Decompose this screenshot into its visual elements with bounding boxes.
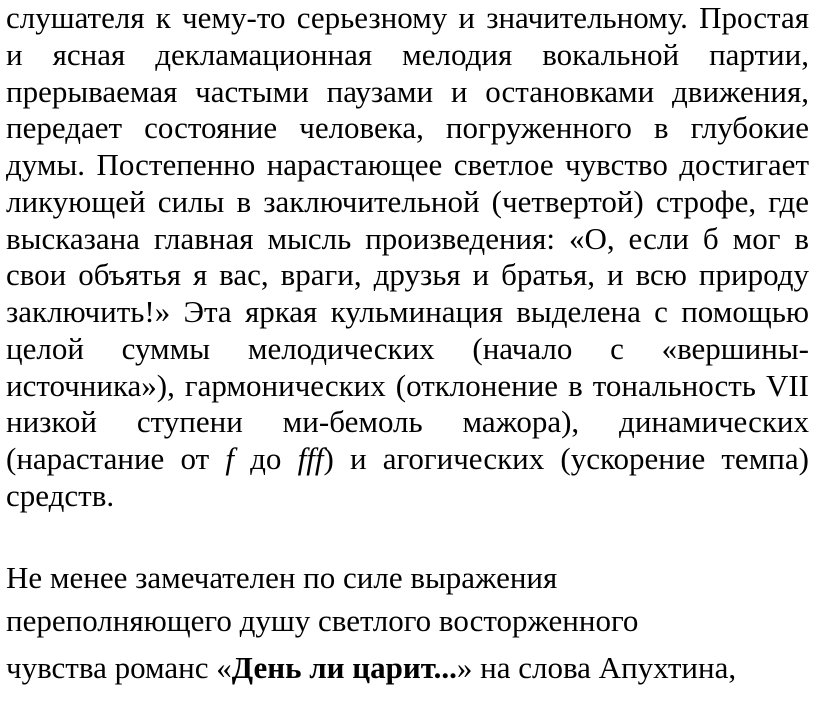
dynamic-marking-to: fff [297, 441, 324, 476]
main-paragraph-ending: ) и агогических (ускорение темпа) средств. [6, 441, 809, 513]
main-paragraph-text: слушателя к чему-то серьезному и значительному. Простая и ясная декламационная мелодия вокальной партии, прерываемая частыми паузами и остановками движения, передает состояние человека, погруженного в глубокие думы. Постепенно нарастающее светлое чувство достигает ликующей силы в заключительной (четвертой) строфе, где высказана главная мысль произведения: «О, если б мог в свои объятья я вас, враги, друзья и братья, и всю природу заключить!» Эта яркая кульминация выделена с помощью целой суммы мелодических (начало с «вершины-источника»), гармонических (отклонение в тональность VII низкой ступени ми-бемоль мажора), динамических (нарастание от [6, 0, 809, 476]
tail-line-3-end: » на слова Апухтина, [456, 650, 737, 685]
tail-line-3 [6, 650, 736, 686]
main-paragraph [6, 0, 809, 515]
main-paragraph-connector: до [233, 441, 298, 476]
tail-line-3-start: чувства романс « [6, 650, 232, 685]
document-page [6, 0, 809, 685]
tail-line-2: переполняющего душу светлого восторженного [6, 603, 639, 638]
dynamic-marking-from: f [225, 441, 234, 476]
romance-title: День ли царит... [231, 650, 457, 685]
tail-line-1: Не менее замечателен по силе выражения [6, 560, 558, 595]
